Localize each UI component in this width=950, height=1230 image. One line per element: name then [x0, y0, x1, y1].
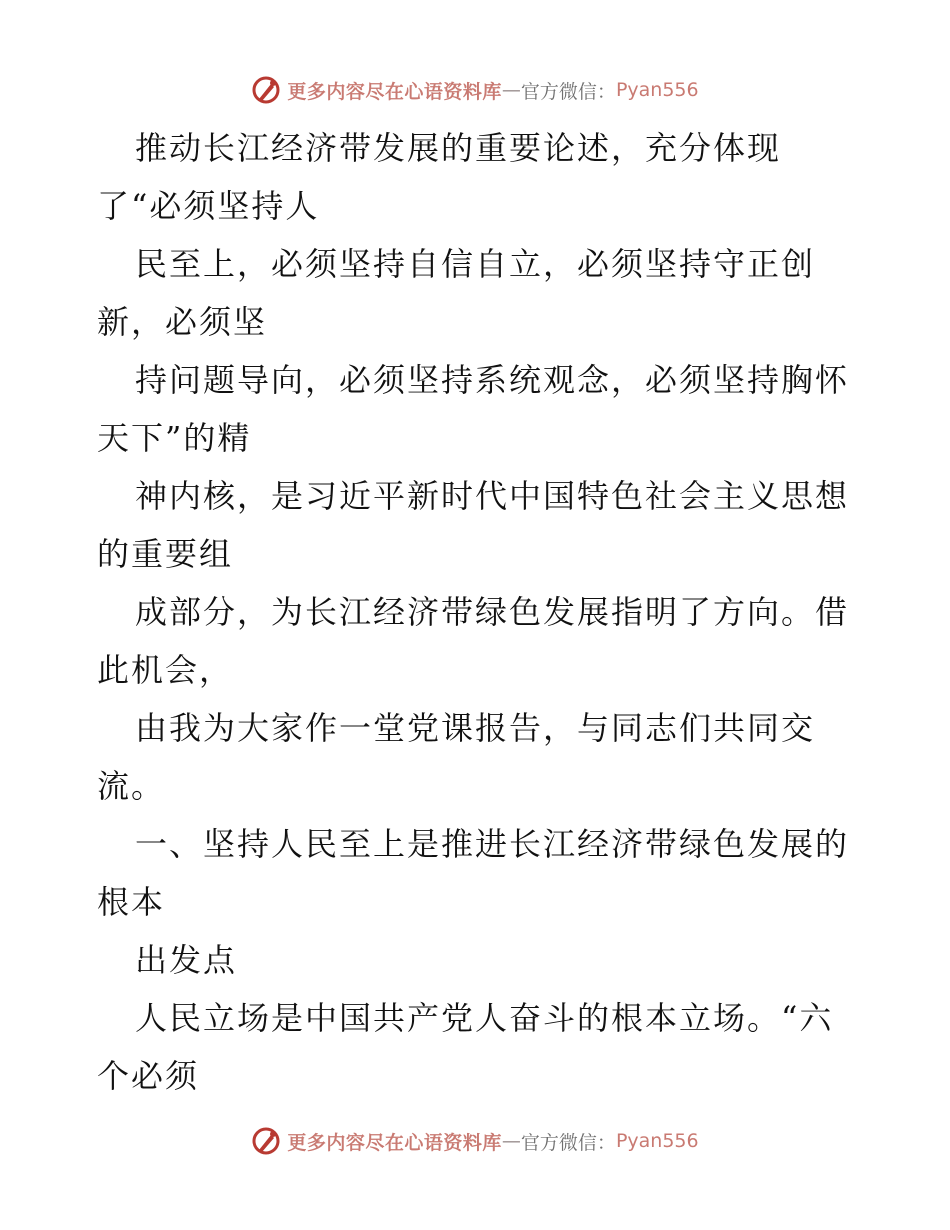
banner-wechat-id: Pyan556 — [615, 79, 699, 101]
body-line: 推动长江经济带发展的重要论述，充分体现 — [135, 129, 782, 167]
body-line: 持问题导向，必须坚持系统观念，必须坚持胸怀 — [135, 361, 850, 399]
body-line: 新，必须坚 — [97, 303, 268, 341]
body-line: 由我为大家作一堂党课报告，与同志们共同交 — [135, 709, 816, 747]
body-line: 此机会， — [97, 651, 234, 689]
section-heading-line: 出发点 — [135, 941, 238, 979]
body-line: 神内核，是习近平新时代中国特色社会主义思想 — [135, 477, 850, 515]
body-line: 了“必须坚持人 — [97, 187, 320, 225]
header-banner — [0, 70, 950, 110]
body-line: 个必须 — [97, 1057, 200, 1095]
pen-logo-icon — [251, 1126, 281, 1156]
section-heading-line: 根本 — [97, 883, 166, 921]
document-body — [97, 119, 857, 1105]
banner-dash: — — [501, 79, 521, 101]
banner-wechat-id: Pyan556 — [615, 1130, 699, 1152]
body-line: 流。 — [97, 767, 166, 805]
body-line: 天下”的精 — [97, 419, 252, 457]
banner-wechat-label: 官方微信： — [520, 1131, 616, 1154]
banner-wechat-label: 官方微信： — [520, 80, 616, 103]
banner-text: 更多内容尽在心语资料库 — [287, 80, 502, 103]
pen-logo-icon — [251, 75, 281, 105]
body-line: 的重要组 — [97, 535, 234, 573]
body-line: 成部分，为长江经济带绿色发展指明了方向。借 — [135, 593, 850, 631]
body-line: 人民立场是中国共产党人奋斗的根本立场。“六 — [135, 999, 834, 1037]
banner-text: 更多内容尽在心语资料库 — [287, 1131, 502, 1154]
section-heading-line: 一、坚持人民至上是推进长江经济带绿色发展的 — [135, 825, 850, 863]
body-line: 民至上，必须坚持自信自立，必须坚持守正创 — [135, 245, 816, 283]
banner-dash: — — [501, 1130, 521, 1152]
footer-banner — [0, 1121, 950, 1161]
